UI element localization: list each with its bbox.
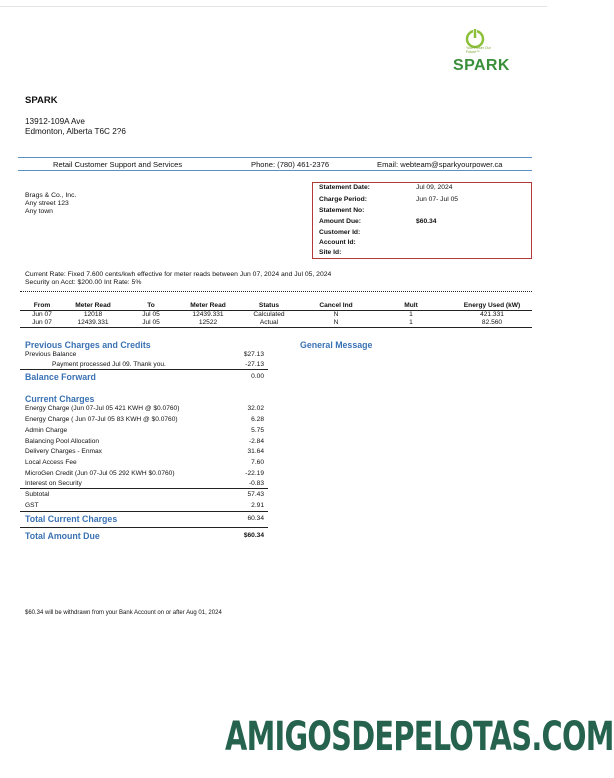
payment-value: -27.13 xyxy=(245,361,264,368)
logo-tagline: Your Power Our Future™ xyxy=(466,46,491,54)
company-address xyxy=(25,117,126,136)
col-header-cancel-ind: Cancel Ind xyxy=(319,302,353,309)
current-charges-title: Current Charges xyxy=(25,394,95,404)
charge-label: Energy Charge ( Jun 07-Jul 05 83 KWH @ $0.0760) xyxy=(25,416,178,423)
previous-charges-title: Previous Charges and Credits xyxy=(25,340,151,350)
email-link[interactable]: Email: webteam@sparkyourpower.ca xyxy=(377,160,503,169)
gst-value: 2.91 xyxy=(251,502,264,509)
charge-label: Admin Charge xyxy=(25,427,68,434)
dotted-divider xyxy=(20,291,532,292)
table-cell: Jul 05 xyxy=(142,319,160,326)
charge-label: Energy Charge (Jun 07-Jul 05 421 KWH @ $0.0760) xyxy=(25,405,180,412)
phone-label: Phone: (780) 461-2376 xyxy=(251,160,330,169)
charge-period-value: Jun 07- Jul 05 xyxy=(416,196,459,203)
col-header-meter-read-start: Meter Read xyxy=(75,302,111,309)
divider xyxy=(20,527,268,528)
statement-date-value: Jul 09, 2024 xyxy=(416,184,453,191)
customer-id-label: Customer Id: xyxy=(319,229,361,236)
divider xyxy=(20,369,268,370)
payment-label: Payment processed Jul 09. Thank you. xyxy=(52,361,166,368)
previous-balance-label: Previous Balance xyxy=(25,351,77,358)
charge-label: Interest on Security xyxy=(25,480,82,487)
statement-no-label: Statement No: xyxy=(319,207,365,214)
col-header-mult: Mult xyxy=(404,302,418,309)
watermark: AMIGOSDEPELOTAS.COM xyxy=(225,714,614,760)
withdrawal-note: $60.34 will be withdrawn from your Bank Account on or after Aug 01, 2024 xyxy=(25,610,222,616)
charge-value: -0.83 xyxy=(248,480,264,487)
table-cell: 1 xyxy=(409,319,413,326)
charge-label: MicroGen Credit (Jun 07-Jul 05 292 KWH $0.0760) xyxy=(25,470,175,477)
statement-date-label: Statement Date: xyxy=(319,184,370,191)
col-header-from: From xyxy=(33,302,51,309)
table-cell: 421.331 xyxy=(480,311,504,318)
address-line-1: 13912-109A Ave xyxy=(25,117,85,126)
col-header-energy-used: Energy Used (kW) xyxy=(463,302,521,309)
charge-value: 6.28 xyxy=(251,416,264,423)
charge-label: Delivery Charges - Enmax xyxy=(25,448,102,455)
amount-due-value: $60.34 xyxy=(416,218,437,225)
col-header-to: To xyxy=(147,302,155,309)
total-current-charges-value: 60.34 xyxy=(247,515,264,522)
charge-value: 7.60 xyxy=(251,459,264,466)
amount-due-label: Amount Due: xyxy=(319,218,361,225)
balance-forward-label: Balance Forward xyxy=(25,372,96,382)
subtotal-label: Subtotal xyxy=(25,491,50,498)
table-bottom-rule xyxy=(20,327,532,328)
top-divider xyxy=(0,6,547,7)
total-amount-due-label: Total Amount Due xyxy=(25,531,100,541)
charge-period-label: Charge Period: xyxy=(319,196,367,203)
logo-wordmark: SPARK xyxy=(453,57,510,74)
charge-label: Local Access Fee xyxy=(25,459,77,466)
balance-forward-value: 0.00 xyxy=(251,373,264,380)
rate-info xyxy=(25,271,331,287)
total-amount-due-value: $60.34 xyxy=(243,532,264,539)
table-cell: N xyxy=(333,319,339,326)
table-cell: N xyxy=(333,311,339,318)
contact-bar xyxy=(18,157,532,171)
support-label: Retail Customer Support and Services xyxy=(53,160,183,169)
current-rate-text: Current Rate: Fixed 7.600 cents/kwh effective for meter reads between Jun 07, 2024 and Jul 05, 2024 xyxy=(25,271,332,278)
address-line-2: Edmonton, Alberta T6C 2?6 xyxy=(25,126,126,136)
table-cell: Jun 07 xyxy=(32,319,52,326)
statement-box xyxy=(312,182,532,259)
charge-value: 31.64 xyxy=(247,448,264,455)
customer-address xyxy=(25,192,76,216)
table-cell: Actual xyxy=(259,319,279,326)
table-cell: Jun 07 xyxy=(32,311,52,318)
charge-label: Balancing Pool Allocation xyxy=(25,438,100,445)
table-cell: 82.560 xyxy=(481,319,503,326)
charge-value: 5.75 xyxy=(251,427,264,434)
table-cell: Jul 05 xyxy=(142,311,160,318)
account-id-label: Account Id: xyxy=(319,239,356,246)
divider xyxy=(20,511,268,512)
charge-value: -2.84 xyxy=(248,438,264,445)
table-cell: 12018 xyxy=(83,311,103,318)
customer-town: Any town xyxy=(25,208,53,215)
table-cell: 12522 xyxy=(198,319,218,326)
previous-balance-value: $27.13 xyxy=(243,351,264,358)
total-current-charges-label: Total Current Charges xyxy=(25,514,118,524)
table-cell: 1 xyxy=(409,311,413,318)
charge-value: 32.02 xyxy=(247,405,264,412)
company-name: SPARK xyxy=(25,95,58,106)
gst-label: GST xyxy=(25,502,39,509)
customer-name: Brags & Co., Inc. xyxy=(25,192,77,199)
charge-value: -22.19 xyxy=(245,470,264,477)
table-cell: 12439.331 xyxy=(77,319,109,326)
table-cell: 12439.331 xyxy=(192,311,224,318)
col-header-meter-read-end: Meter Read xyxy=(190,302,226,309)
customer-street: Any street 123 xyxy=(25,200,69,207)
site-id-label: Site Id: xyxy=(319,249,342,256)
divider xyxy=(20,488,268,489)
subtotal-value: 57.43 xyxy=(247,491,264,498)
general-message-title: General Message xyxy=(300,340,373,350)
table-cell: Calculated xyxy=(253,311,285,318)
security-text: Security on Acct: $200.00 Int Rate: 5% xyxy=(25,279,142,286)
col-header-status: Status xyxy=(258,302,280,309)
